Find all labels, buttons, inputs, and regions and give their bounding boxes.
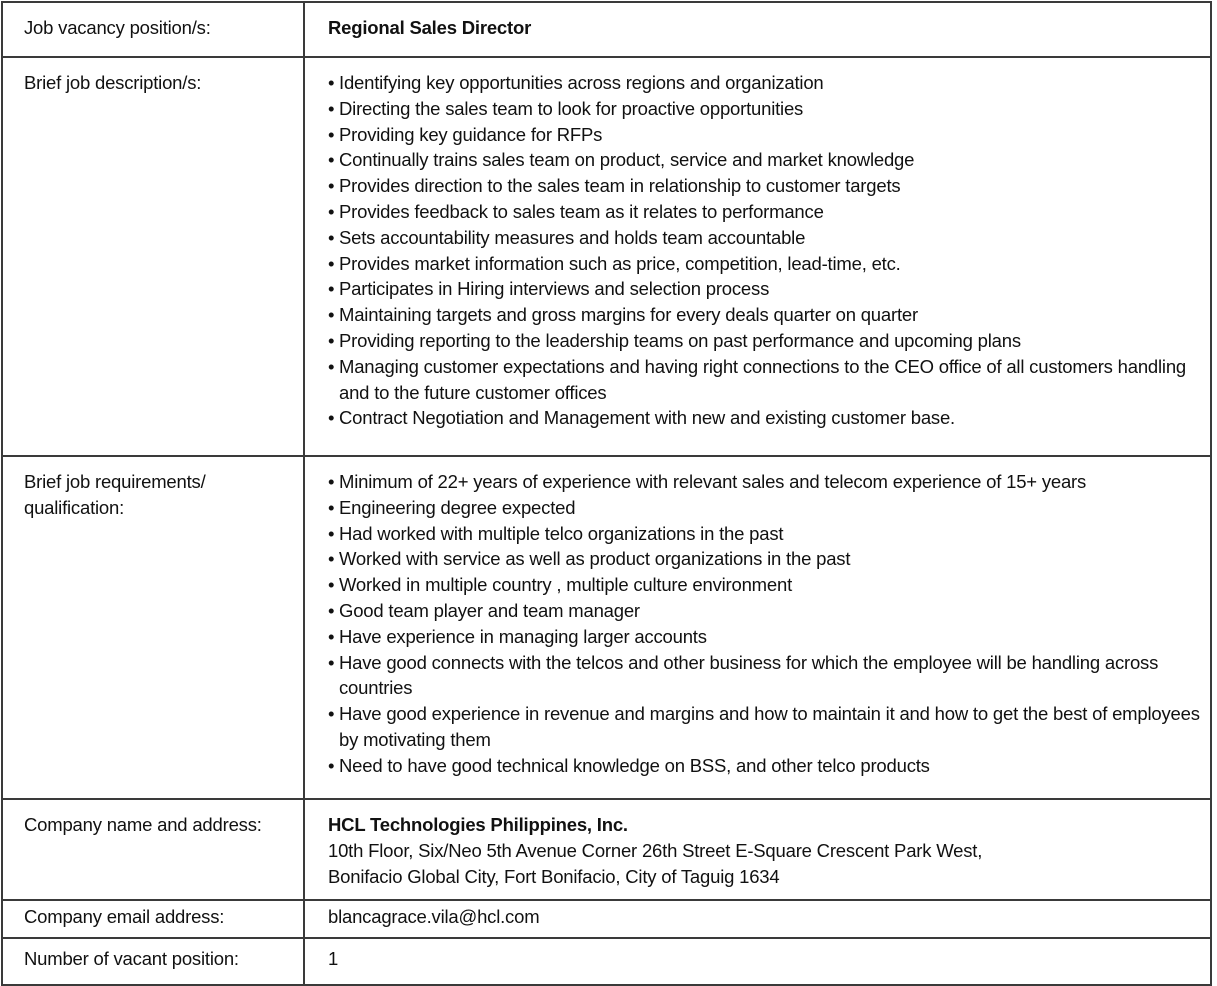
list-item: • Worked in multiple country , multiple culture environment (328, 572, 1210, 598)
description-label: Brief job description/s: (2, 57, 304, 456)
list-item: • Provides feedback to sales team as it relates to performance (328, 199, 1210, 225)
requirements-list (328, 469, 1210, 779)
description-row (2, 57, 1211, 456)
list-item: • Providing key guidance for RFPs (328, 122, 1210, 148)
company-label: Company name and address: (2, 799, 304, 900)
list-item: • Sets accountability measures and holds team accountable (328, 225, 1210, 251)
vacancies-value: 1 (304, 938, 1211, 985)
position-label: Job vacancy position/s: (2, 2, 304, 57)
list-item: • Engineering degree expected (328, 495, 1210, 521)
requirements-label (2, 456, 304, 799)
email-row (2, 900, 1211, 938)
list-item: • Have good experience in revenue and margins and how to maintain it and how to get the best of employees by motivating them (328, 701, 1210, 753)
list-item: • Good team player and team manager (328, 598, 1210, 624)
list-item: • Maintaining targets and gross margins for every deals quarter on quarter (328, 302, 1210, 328)
requirements-row (2, 456, 1211, 799)
list-item: • Identifying key opportunities across regions and organization (328, 70, 1210, 96)
list-item: • Minimum of 22+ years of experience with relevant sales and telecom experience of 15+ years (328, 469, 1210, 495)
list-item: • Participates in Hiring interviews and selection process (328, 276, 1210, 302)
list-item: • Providing reporting to the leadership teams on past performance and upcoming plans (328, 328, 1210, 354)
vacancies-label: Number of vacant position: (2, 938, 304, 985)
job-posting-table (1, 1, 1212, 986)
company-address-line: Bonifacio Global City, Fort Bonifacio, City of Taguig 1634 (328, 865, 780, 887)
company-address-line: 10th Floor, Six/Neo 5th Avenue Corner 26th Street E-Square Crescent Park West, (328, 839, 983, 861)
requirements-label-line: qualification: (24, 496, 125, 518)
position-row (2, 2, 1211, 57)
list-item: • Directing the sales team to look for proactive opportunities (328, 96, 1210, 122)
email-value[interactable]: blancagrace.vila@hcl.com (304, 900, 1211, 938)
list-item: • Provides market information such as price, competition, lead-time, etc. (328, 251, 1210, 277)
list-item: • Continually trains sales team on product, service and market knowledge (328, 147, 1210, 173)
list-item: • Have good connects with the telcos and other business for which the employee will be handling across countries (328, 650, 1210, 702)
position-value: Regional Sales Director (304, 2, 1211, 57)
company-name: HCL Technologies Philippines, Inc. (328, 814, 628, 835)
description-list (328, 70, 1210, 431)
requirements-label-line: Brief job requirements/ (24, 471, 206, 492)
list-item: • Provides direction to the sales team in relationship to customer targets (328, 173, 1210, 199)
email-label: Company email address: (2, 900, 304, 938)
list-item: • Had worked with multiple telco organizations in the past (328, 521, 1210, 547)
list-item: • Worked with service as well as product organizations in the past (328, 546, 1210, 572)
vacancies-row (2, 938, 1211, 985)
list-item: • Need to have good technical knowledge on BSS, and other telco products (328, 753, 1210, 779)
list-item: • Managing customer expectations and having right connections to the CEO office of all customers handling and to the future customer offices (328, 354, 1210, 406)
list-item: • Contract Negotiation and Management with new and existing customer base. (328, 405, 1210, 431)
company-row (2, 799, 1211, 900)
list-item: • Have experience in managing larger accounts (328, 624, 1210, 650)
